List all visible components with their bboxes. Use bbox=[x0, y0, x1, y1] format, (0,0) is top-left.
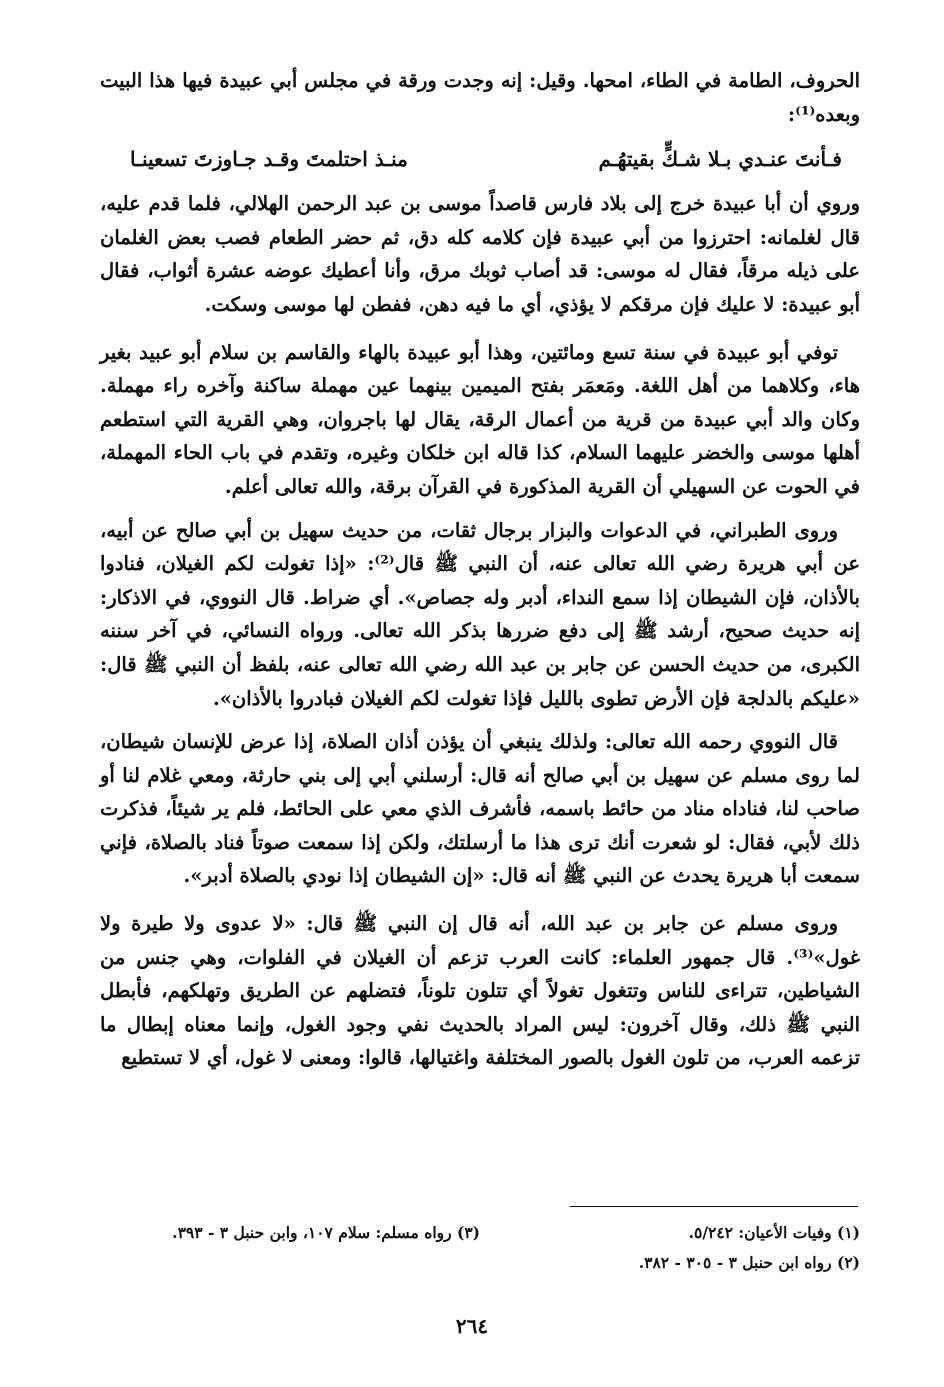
paragraph-2: وروي أن أبا عبيدة خرج إلى بلاد فارس قاصداً موسى بن عبد الرحمن الهلالي، فلما قدم عليه، قال لغلمانه: احترزوا من أبي عبيدة فإن كلامه كله دق، ثم حضر الطعام فصب بعض الغلمان على ذيله مرقاً، فقال له موسى: قد أصاب ثوبك مرق، وأنا أعطيك عوضه عشرة أثواب، فقال أبو عبيدة: لا عليك فإن مرقكم لا يؤذي، أي ما فيه دهن، ففطن لها موسى وسكت. bbox=[100, 192, 860, 316]
footnotes bbox=[100, 1218, 860, 1278]
verse-first-hemistich: فـأنتَ عنـدي بـلا شـكٍّ بقيتهُـم bbox=[598, 147, 842, 172]
verse-second-hemistich: منـذ احتلمتَ وقـد جـاوزتَ تسعينـا bbox=[130, 147, 408, 172]
footnote-2: (٢) رواه ابن حنبل ٣ - ٣٠٥ - ٣٨٢. bbox=[638, 1253, 860, 1272]
main-text bbox=[100, 64, 860, 1075]
paragraph-6: وروى مسلم عن جابر بن عبد الله، أنه قال إن النبي ﷺ قال: «لا عدوى ولا طيرة ولا غول»⁽³⁾. قال جمهور العلماء: كانت العرب تزعم أن الغيلان في الفلوات، وهي جنس من الشياطين، تتراءى للناس وتتغول تغولاً أي تتلون تلوناً، فتضلهم عن الطريق وتهلكهم، فأبطل النبي ﷺ ذلك، وقال آخرون: ليس المراد بالحديث نفي وجود الغول، وإنما معناه إبطال ما تزعمه العرب، من تلون الغول بالصور المختلفة واغتيالها، قالوا: ومعنى لا غول، أي لا تستطيع bbox=[100, 912, 860, 1070]
footnote-1: (١) وفيات الأعيان: ٥/٢٤٢. bbox=[688, 1223, 860, 1242]
footnote-divider bbox=[570, 1206, 858, 1207]
paragraph-1: الحروف، الطامة في الطاء، امحها. وقيل: إنه وجدت ورقة في مجلس أبي عبيدة فيها هذا البيت وبعده⁽¹⁾: bbox=[100, 69, 860, 126]
paragraph-3: توفي أبو عبيدة في سنة تسع ومائتين، وهذا أبو عبيدة بالهاء والقاسم بن سلام أبو عبيد بغير هاء، وكلاهما من أهل اللغة. ومَعمَر بفتح الميمين بينهما عين مهملة ساكنة وآخره راء مهملة. وكان والد أبي عبيدة من قرية من أعمال الرقة، يقال لها باجروان، وهي القرية التي استطعم أهلها موسى والخضر عليهما السلام، كذا قاله ابن خلكان وغيره، وتقدم في باب الحاء المهملة، في الحوت عن السهيلي أن القرية المذكورة في القرآن برقة، والله تعالى أعلم. bbox=[100, 340, 860, 498]
page-number: ٢٦٤ bbox=[455, 1314, 489, 1338]
paragraph-4: وروى الطبراني، في الدعوات والبزار برجال ثقات، من حديث سهيل بن أبي صالح عن أبيه، عن أبي هريرة رضي الله تعالى عنه، أن النبي ﷺ قال⁽²⁾: «إذا تغولت لكم الغيلان، فنادوا بالأذان، فإن الشيطان إذا سمع النداء، أدبر وله جصاص». أي ضراط. قال النووي، في الاذكار: إنه حديث صحيح، أرشد ﷺ إلى دفع ضررها بذكر الله تعالى. ورواه النسائي، في آخر سننه الكبرى، من حديث الحسن عن جابر بن عبد الله رضي الله تعالى عنه، بلفظ أن النبي ﷺ قال: «عليكم بالدلجة فإن الأرض تطوى بالليل فإذا تغولت لكم الغيلان فبادروا بالأذان». bbox=[100, 518, 860, 710]
paragraph-5: قال النووي رحمه الله تعالى: ولذلك ينبغي أن يؤذن أذان الصلاة، إذا عرض للإنسان شيطان، لما روى مسلم عن سهيل بن أبي صالح أنه قال: أرسلني أبي إلى بني حارثة، ومعي غلام لنا أو صاحب لنا، فناداه مناد من حائط باسمه، فأشرف الذي معي على الحائط، فلم ير شيئاً، فذكرت ذلك لأبي، فقال: لو شعرت أنك ترى هذا ما أرسلتك، ولكن إذا سمعت صوتاً فناد بالصلاة، فإني سمعت أبا هريرة يحدث عن النبي ﷺ أنه قال: «إن الشيطان إذا نودي بالصلاة أدبر». bbox=[100, 730, 860, 888]
footnote-3: (٣) رواه مسلم: سلام ١٠٧، وابن حنبل ٣ - ٣٩٣. bbox=[172, 1223, 480, 1242]
poetry-verse bbox=[130, 141, 842, 177]
